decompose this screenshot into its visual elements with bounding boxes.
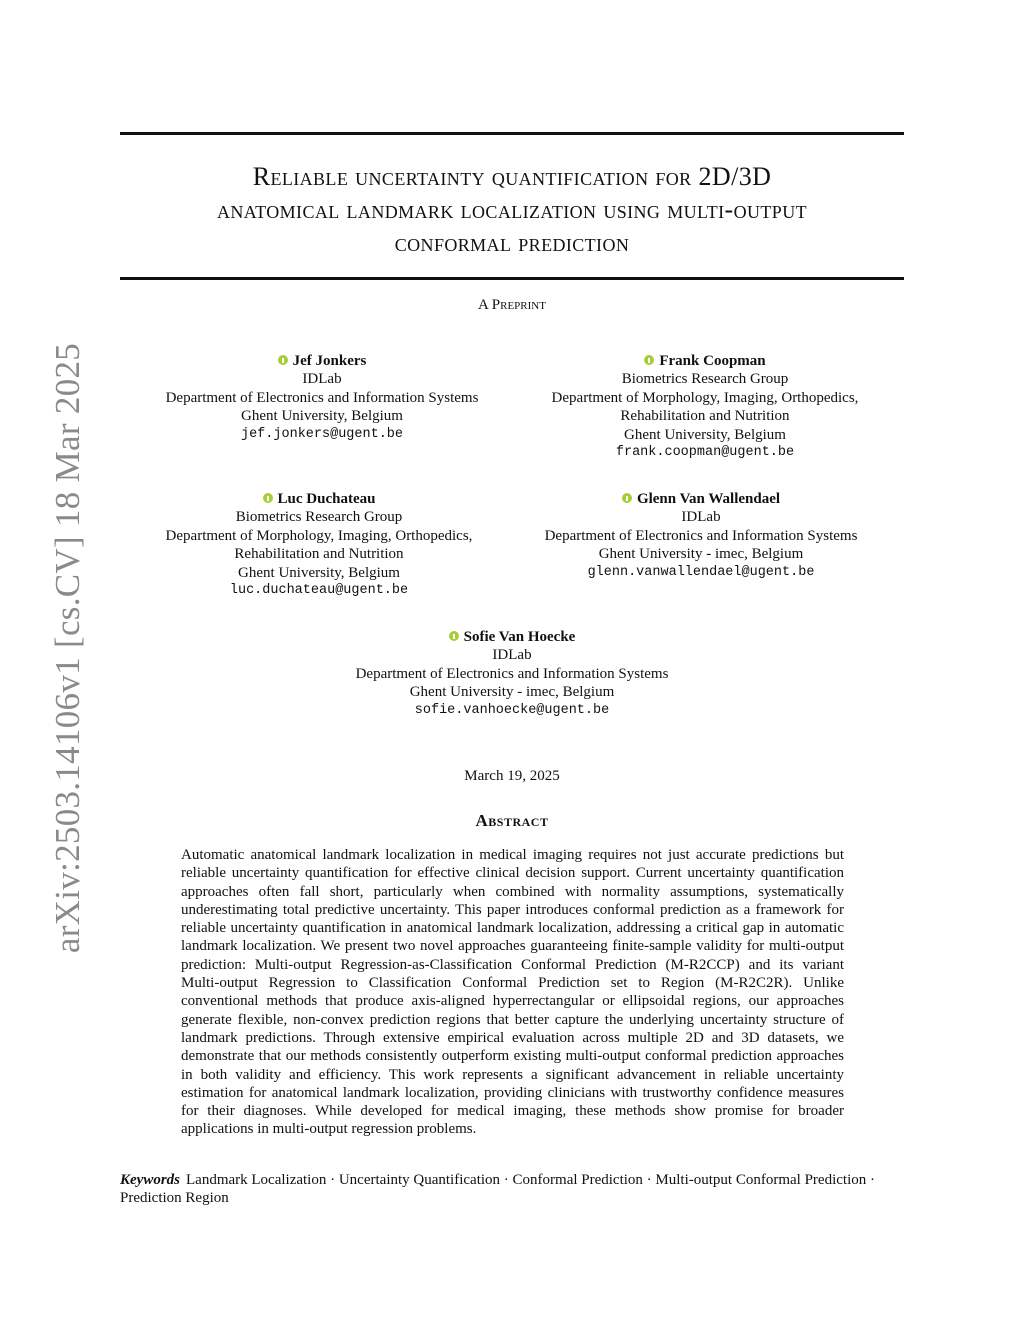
author-affiliation: Department of Morphology, Imaging, Orthopedics, xyxy=(551,389,859,406)
author-name: Glenn Van Wallendael xyxy=(636,491,781,507)
abstract-text: Automatic anatomical landmark localization in medical imaging requires not just accurate predictions but reliable uncertainty quantification for effective clinical decision support. Current uncertainty quantification approaches often fall short, particularly when combined with normality assumptions, systematically underestimating total predictive uncertainty. This paper introduces conformal prediction as a framework for reliable uncertainty quantification in anatomical landmark localization, addressing a critical gap in automatic landmark localization. We present two novel approaches guaranteeing finite-sample validity for multi-output prediction: Multi-output Regression-as-Classification Conformal Prediction (M-R2CCP) and its variant Multi-output Regression to Classification Conformal Prediction set to Region (M-R2C2R). Unlike conventional methods that produce axis-aligned hyperrectangular or ellipsoidal regions, our approaches generate flexible, non-convex prediction regions that better capture the underlying uncertainty structure of landmark predictions. Through extensive empirical evaluation across multiple 2D and 3D datasets, we demonstrate that our methods consistently outperform existing multi-output conformal prediction approaches in both validity and efficiency. This work represents a significant advancement in reliable uncertainty estimation for anatomical landmark localization, providing clinicians with trustworthy confidence measures for their diagnoses. While developed for medical imaging, these methods show promise for broader applications in multi-output regression problems. xyxy=(181,847,844,1138)
author-email[interactable]: sofie.vanhoecke@ugent.be xyxy=(414,702,610,718)
author-affiliation: Rehabilitation and Nutrition xyxy=(620,408,790,425)
orcid-icon[interactable] xyxy=(449,631,459,641)
author-block-van-wallendael xyxy=(520,490,882,582)
title-rule-top xyxy=(120,132,904,135)
keywords xyxy=(120,1171,904,1208)
author-affiliation: Rehabilitation and Nutrition xyxy=(234,546,404,563)
orcid-icon[interactable] xyxy=(278,355,288,365)
author-affiliation: Ghent University - imec, Belgium xyxy=(409,684,615,701)
author-name: Jef Jonkers xyxy=(292,353,367,369)
author-name: Sofie Van Hoecke xyxy=(463,629,576,645)
preprint-label: A Preprint xyxy=(478,297,546,313)
author-affiliation: IDLab xyxy=(302,371,342,388)
orcid-icon[interactable] xyxy=(644,355,654,365)
keywords-label: Keywords xyxy=(120,1172,180,1188)
author-affiliation: Department of Morphology, Imaging, Orthopedics, xyxy=(165,527,473,544)
author-affiliation: Department of Electronics and Information Systems xyxy=(544,527,858,544)
author-affiliation: Ghent University - imec, Belgium xyxy=(598,546,804,563)
author-name: Frank Coopman xyxy=(659,353,766,369)
author-affiliation: Ghent University, Belgium xyxy=(241,408,403,425)
author-affiliation: IDLab xyxy=(492,647,532,664)
title-line-2: anatomical landmark localization using multi-output xyxy=(216,195,808,224)
author-affiliation: Department of Electronics and Information Systems xyxy=(165,389,479,406)
keywords-list: Landmark Localization · Uncertainty Quantification · Conformal Prediction · Multi-output Conformal Prediction · Prediction Region xyxy=(120,1172,875,1207)
author-email[interactable]: frank.coopman@ugent.be xyxy=(615,445,795,461)
arxiv-identifier: arXiv:2503.14106v1 [cs.CV] 18 Mar 2025 xyxy=(48,342,87,954)
orcid-icon[interactable] xyxy=(263,493,273,503)
author-affiliation: Ghent University, Belgium xyxy=(238,564,400,581)
author-email[interactable]: jef.jonkers@ugent.be xyxy=(240,426,404,442)
title-rule-bottom xyxy=(120,277,904,280)
author-block-duchateau xyxy=(140,490,498,600)
author-email[interactable]: glenn.vanwallendael@ugent.be xyxy=(587,564,815,580)
author-affiliation: Biometrics Research Group xyxy=(235,509,403,526)
author-email[interactable]: luc.duchateau@ugent.be xyxy=(229,583,409,599)
author-block-coopman xyxy=(522,352,888,462)
abstract-heading: Abstract xyxy=(475,811,549,830)
paper-title xyxy=(120,160,904,259)
author-affiliation: Department of Electronics and Information Systems xyxy=(355,665,669,682)
author-affiliation: Ghent University, Belgium xyxy=(624,426,786,443)
author-block-van-hoecke xyxy=(300,628,724,720)
author-affiliation: IDLab xyxy=(681,509,721,526)
orcid-icon[interactable] xyxy=(622,493,632,503)
title-line-3: conformal prediction xyxy=(394,228,630,257)
author-affiliation: Biometrics Research Group xyxy=(621,371,789,388)
author-name: Luc Duchateau xyxy=(277,491,376,507)
author-block-jonkers xyxy=(140,352,504,444)
title-line-1: Reliable uncertainty quantification for 2D/3D xyxy=(252,162,772,191)
paper-date: March 19, 2025 xyxy=(464,768,560,784)
